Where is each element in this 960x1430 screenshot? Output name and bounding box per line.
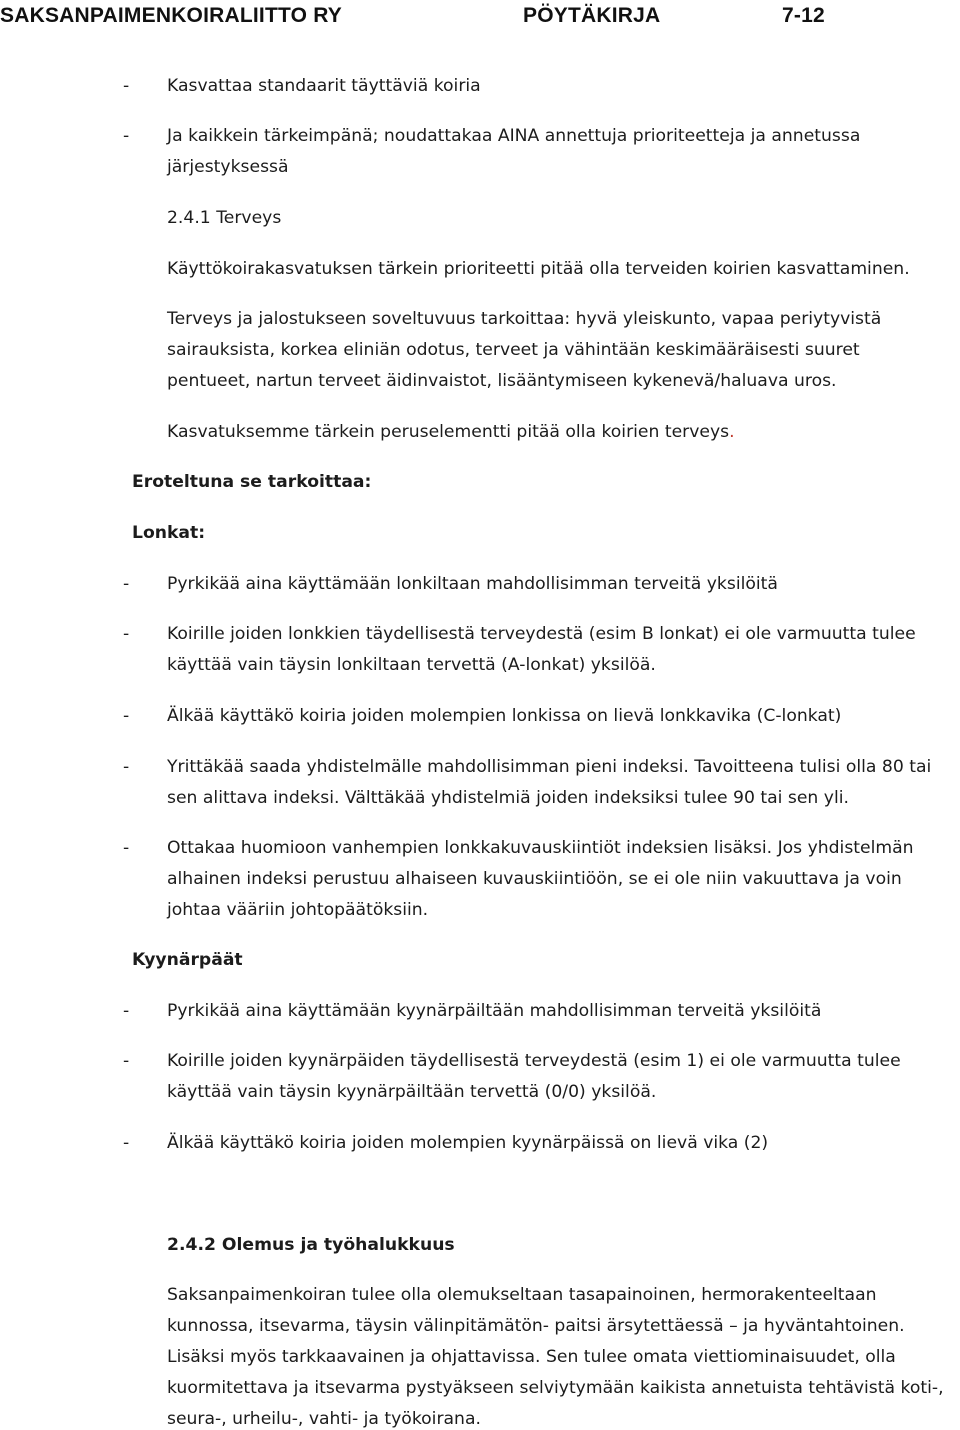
kyynarpaat-bullet-2-cont: käyttää vain täysin kyynärpäiltään tervettä (0/0) yksilöä.: [167, 1082, 657, 1102]
section-heading-242: 2.4.2 Olemus ja työhalukkuus: [167, 1235, 455, 1255]
bullet-dash: -: [123, 757, 130, 777]
paragraph-health-line-3: pentueet, nartun terveet äidinvaistot, lisääntymiseen kykenevä/haluava uros.: [167, 371, 837, 391]
temperament-line-2: kunnossa, itsevarma, täysin välinpitämätön- paitsi ärsytettäessä – ja hyväntahtoinen.: [167, 1316, 905, 1336]
kyynarpaat-bullet-3: Älkää käyttäkö koiria joiden molempien kyynärpäissä on lievä vika (2): [167, 1133, 769, 1153]
lonkat-bullet-1: Pyrkikää aina käyttämään lonkiltaan mahdollisimman terveitä yksilöitä: [167, 574, 778, 594]
temperament-line-1: Saksanpaimenkoiran tulee olla olemukseltaan tasapainoinen, hermorakenteeltaan: [167, 1285, 877, 1305]
lonkat-bullet-5: Ottakaa huomioon vanhempien lonkkakuvauskiintiöt indeksien lisäksi. Jos yhdistelmän: [167, 838, 914, 858]
bullet-dash: -: [123, 76, 130, 96]
bullet-dash: -: [123, 838, 130, 858]
lonkat-bullet-5-cont-1: alhainen indeksi perustuu alhaiseen kuvauskiintiöön, se ei ole niin vakuuttava ja voin: [167, 869, 902, 889]
lonkat-bullet-4-cont: sen alittava indeksi. Välttäkää yhdistelmiä joiden indeksiksi tulee 90 tai sen yli.: [167, 788, 849, 808]
paragraph-health-line-1: Terveys ja jalostukseen soveltuvuus tarkoittaa: hyvä yleiskunto, vapaa periytyvistä: [167, 309, 882, 329]
temperament-line-4: kuormitettava ja itsevarma pystyäkseen selviytymään kaikista annetuista tehtävistä koti-,: [167, 1378, 944, 1398]
subheading-lonkat: Lonkat:: [132, 523, 206, 543]
section-heading-241: 2.4.1 Terveys: [167, 208, 282, 228]
lonkat-bullet-5-cont-2: johtaa vääriin johtopäätöksiin.: [167, 900, 429, 920]
bullet-dash: -: [123, 706, 130, 726]
intro-bullet-1: Kasvattaa standaarit täyttäviä koiria: [167, 76, 481, 96]
bullet-dash: -: [123, 574, 130, 594]
subheading-eroteltuna: Eroteltuna se tarkoittaa:: [132, 472, 372, 492]
bullet-dash: -: [123, 1051, 130, 1071]
temperament-line-5: seura-, urheilu-, vahti- ja työkoirana.: [167, 1409, 481, 1429]
lonkat-bullet-2: Koirille joiden lonkkien täydellisestä terveydestä (esim B lonkat) ei ole varmuutta tulee: [167, 624, 916, 644]
page-header: [0, 4, 960, 32]
bullet-dash: -: [123, 1001, 130, 1021]
kyynarpaat-bullet-1: Pyrkikää aina käyttämään kyynärpäiltään mahdollisimman terveitä yksilöitä: [167, 1001, 822, 1021]
paragraph-core-element: [167, 421, 735, 443]
bullet-dash: -: [123, 624, 130, 644]
document-date: 7-12: [782, 4, 825, 27]
lonkat-bullet-4: Yrittäkää saada yhdistelmälle mahdollisimman pieni indeksi. Tavoitteena tulisi olla 80 tai: [167, 757, 932, 777]
bullet-dash: -: [123, 126, 130, 146]
core-element-period: .: [729, 422, 735, 442]
paragraph-health-line-2: sairauksista, korkea eliniän odotus, terveet ja vähintään keskimääräisesti suuret: [167, 340, 860, 360]
paragraph-priority: Käyttökoirakasvatuksen tärkein prioriteetti pitää olla terveiden koirien kasvattaminen.: [167, 259, 910, 279]
kyynarpaat-bullet-2: Koirille joiden kyynärpäiden täydellisestä terveydestä (esim 1) ei ole varmuutta tulee: [167, 1051, 901, 1071]
intro-bullet-2: Ja kaikkein tärkeimpänä; noudattakaa AINA annettuja prioriteetteja ja annetussa: [167, 126, 861, 146]
core-element-text: Kasvatuksemme tärkein peruselementti pitää olla koirien terveys: [167, 422, 730, 442]
bullet-dash: -: [123, 1133, 130, 1153]
temperament-line-3: Lisäksi myös tarkkaavainen ja ohjattavissa. Sen tulee omata viettiominaisuudet, olla: [167, 1347, 896, 1367]
lonkat-bullet-3: Älkää käyttäkö koiria joiden molempien lonkissa on lievä lonkkavika (C-lonkat): [167, 706, 842, 726]
subheading-kyynarpaat: Kyynärpäät: [132, 950, 243, 970]
document-type: PÖYTÄKIRJA: [523, 4, 661, 27]
organization-name: SAKSANPAIMENKOIRALIITTO RY: [0, 4, 342, 27]
lonkat-bullet-2-cont: käyttää vain täysin lonkiltaan tervettä (A-lonkat) yksilöä.: [167, 655, 656, 675]
intro-bullet-2-cont: järjestyksessä: [167, 157, 289, 177]
